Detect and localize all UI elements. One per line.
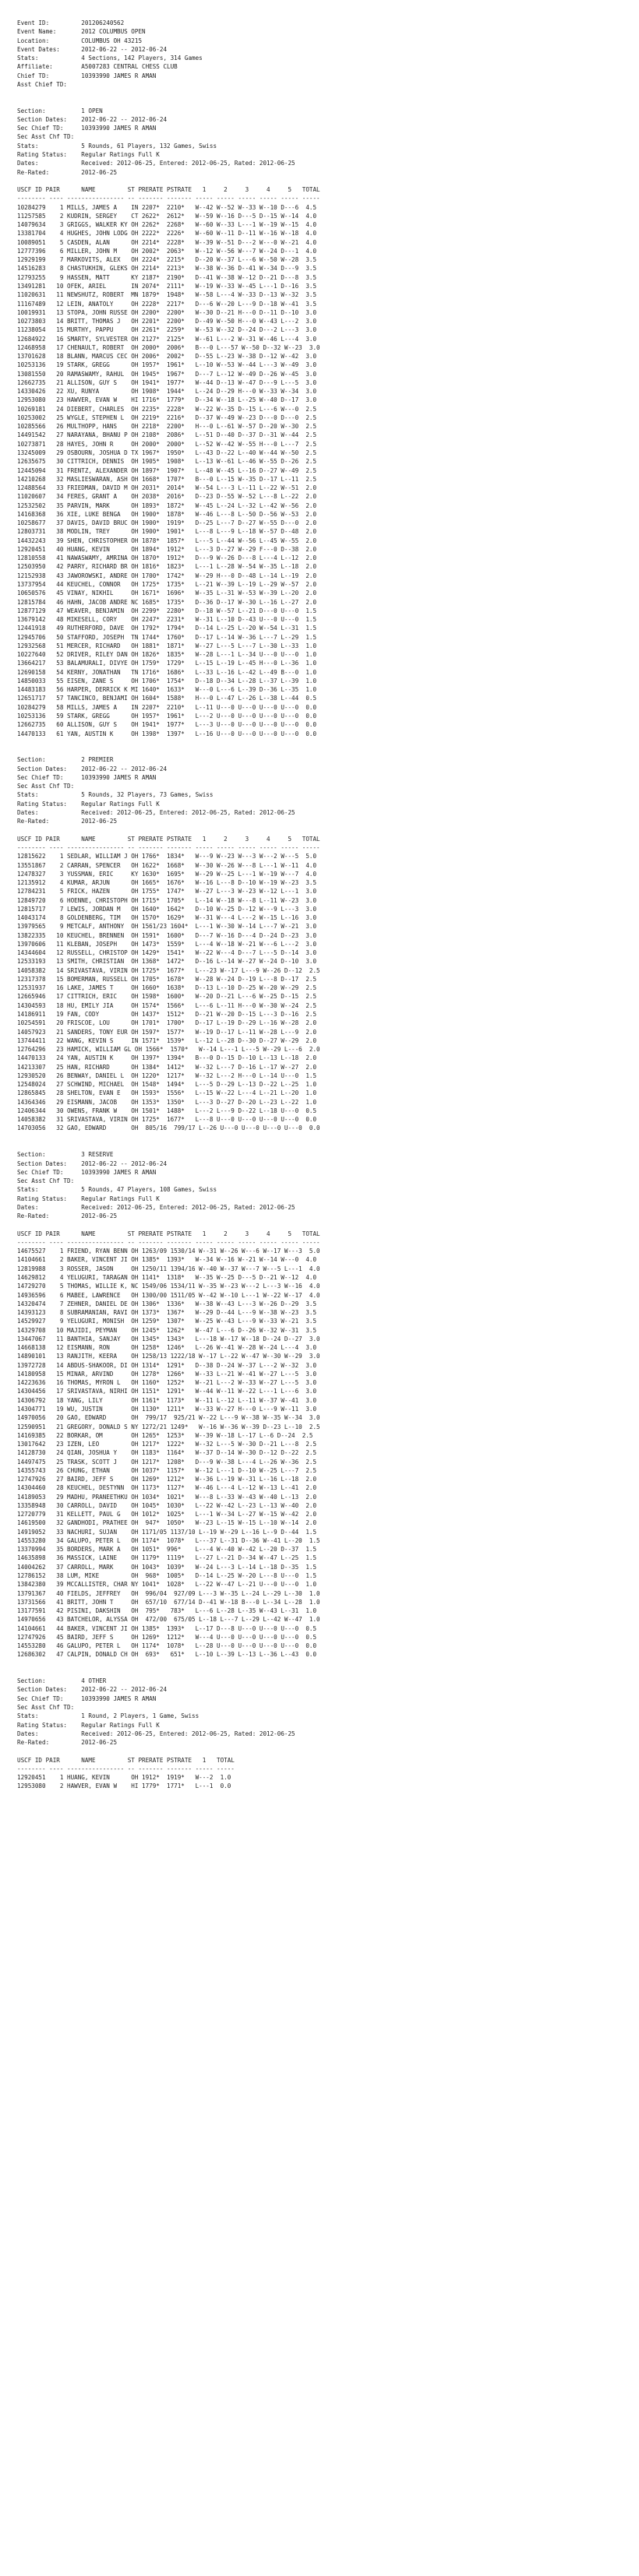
report-line: 11020631 11 NEWSHUTZ, ROBERT MN 1879* 1948* W--58 L---4 W--33 D--13 W--32 3.5 bbox=[17, 291, 317, 299]
report-line: 14364346 29 EISMANN, JACOB OH 1353* 1350* L---3 D--27 D--20 L--23 L--22 1.0 bbox=[17, 1098, 317, 1106]
report-line: 13737954 44 KEUCHEL, CONNOR OH 1725* 1735* L--21 W--39 L--19 L--29 W--57 2.0 bbox=[17, 581, 317, 588]
report-line bbox=[17, 97, 639, 106]
report-line: 13551867 2 CARRAN, SPENCER OH 1622* 1668* W--30 W--26 W---8 L---1 W--11 4.0 bbox=[17, 861, 317, 869]
report-line: 10254591 20 FRISCOE, LOU OH 1701* 1700* D--17 L--19 D--29 L--16 W--28 2.0 bbox=[17, 1019, 317, 1027]
report-line: 14079634 3 GRIGGS, WALKER KY OH 2262* 2268* W--60 W--33 L---1 W--19 W--15 4.0 bbox=[17, 221, 317, 229]
report-line: 12819988 3 ROSSER, JASON OH 1250/11 1394/16 W--40 W--37 W---7 W---5 L---1 4.0 bbox=[17, 1265, 320, 1272]
report-line: 13381704 4 HUGHES, JOHN LODG OH 2222* 2226* W--60 W--11 D--11 W--16 W--18 4.0 bbox=[17, 230, 317, 238]
report-line: Event Dates: 2012-06-22 -- 2012-06-24 bbox=[17, 45, 168, 53]
report-line: 10650576 45 VINAY, NIKHIL OH 1671* 1696* W--35 L--31 W--53 W--39 L--20 2.0 bbox=[17, 589, 317, 597]
report-line: 14355743 26 CHUNG, ETHAN OH 1037* 1157* W--12 L---1 D--10 W--25 L---7 2.5 bbox=[17, 1466, 317, 1474]
report-line: 14304593 18 HU, EMILY JIA OH 1574* 1566* L---6 L--11 H---0 W--30 W--24 2.5 bbox=[17, 1001, 317, 1009]
report-line: Affiliate: A5007283 CENTRAL CHESS CLUB bbox=[17, 63, 178, 71]
report-line: 14919052 33 NACHURI, SUJAN OH 1171/05 1137/10 L--19 W--29 L--16 L--9 D--44 1.5 bbox=[17, 1528, 317, 1536]
report-line: 14057923 21 SANDERS, TONY EUR OH 1597* 1577* W--19 D--17 L--11 W--28 L---9 2.0 bbox=[17, 1028, 317, 1036]
report-line: 14058382 14 SRIVASTAVA, VIRIN OH 1725* 1677* L---23 W--17 L---9 W--26 D--12 2.5 bbox=[17, 966, 320, 974]
report-line: 14128730 24 QIAN, JOSHUA Y OH 1183* 1164* W--37 D--14 W--30 D--12 D--22 2.5 bbox=[17, 1449, 317, 1457]
report-line: 12665946 17 CITTRICH, ERIC OH 1598* 1600* W--20 D--21 L---6 W--25 D--15 2.5 bbox=[17, 993, 317, 1001]
report-line: Dates: Received: 2012-06-25, Entered: 2012-06-25, Rated: 2012-06-25 bbox=[17, 1203, 295, 1211]
report-line: 14553280 46 GALUPO, PETER L OH 1174* 1078* L--28 U---0 U---0 U---0 U---0 0.0 bbox=[17, 1642, 317, 1650]
report-line: 10253002 25 WYGLE, STEPHEN L OH 2219* 2216* D--37 W--49 W--23 D---0 D---0 2.5 bbox=[17, 413, 317, 421]
report-line: Re-Rated: 2012-06-25 bbox=[17, 818, 118, 825]
report-line: 12445094 31 FRENTZ, ALEXANDER OH 1897* 1907* L--48 W--45 L--16 D--27 W--49 2.5 bbox=[17, 466, 317, 474]
report-line: 12686302 47 CALPIN, DONALD CH OH 693* 651* L--10 L--39 L--13 L--36 L--43 0.0 bbox=[17, 1651, 317, 1659]
report-line: 14223636 16 THOMAS, MYRON L OH 1160* 1252* W--21 L---2 W--33 W--27 L---5 3.0 bbox=[17, 1379, 317, 1387]
report-line: 12503950 42 PARRY, RICHARD BR OH 1816* 1823* L---1 L--28 W--54 W--35 L--18 2.0 bbox=[17, 563, 317, 571]
report-line: 14304771 19 WU, JUSTIN OH 1130* 1211* W--33 W--27 H---0 L---9 W--11 3.0 bbox=[17, 1405, 317, 1413]
report-line: USCF ID PAIR NAME ST PRERATE PSTRATE 1 2 3 4 5 TOTAL bbox=[17, 1230, 320, 1237]
report-line: 14890101 13 RANJITH, KEERA OH 1258/13 1222/18 W--17 L--22 W--47 W--30 W--29 3.0 bbox=[17, 1353, 320, 1360]
report-line: 13017642 23 IZEN, LEO OH 1217* 1222* W--32 L---5 W--30 D--21 L---8 2.5 bbox=[17, 1441, 317, 1448]
report-line: Section Dates: 2012-06-22 -- 2012-06-24 bbox=[17, 115, 168, 123]
report-line: -------- ---- ---------------- -- ------- ------- ----- ----- ----- ----- ----- ----- bbox=[17, 843, 320, 851]
report-line: 14344604 12 RUSSELL, CHRISTOP OH 1429* 1541* W--22 W---4 D---7 L---5 D--14 3.0 bbox=[17, 949, 317, 957]
report-line: 13447067 11 BANTHIA, SANJAY OH 1345* 1343* L---18 W--17 W--18 D--24 D--27 3.0 bbox=[17, 1335, 320, 1343]
report-line: 12747926 45 BAIRD, JEFF S OH 1269* 1212* W---4 U---0 U---0 U---0 U---0 0.5 bbox=[17, 1633, 317, 1641]
report-line: -------- ---- ---------------- -- ------- ------- ----- ----- ----- ----- ----- ----- bbox=[17, 1238, 320, 1246]
report-line: 12152938 43 JAWOROWSKI, ANDRE OH 1700* 1742* W--29 H---0 D--48 L--14 L--19 2.0 bbox=[17, 572, 317, 579]
report-line: 14210268 32 MASLIESWARAN, ASH OH 1668* 1707* B---0 L--15 W--35 D--17 L--11 2.5 bbox=[17, 475, 317, 483]
report-line: 14668138 12 EISMANN, RON OH 1258* 1246* L--26 W--41 W--28 W--24 L---4 3.0 bbox=[17, 1344, 317, 1352]
report-line: Rating Status: Regular Ratings Full K bbox=[17, 1721, 160, 1729]
report-line: Dates: Received: 2012-06-25, Entered: 2012-06-25, Rated: 2012-06-25 bbox=[17, 160, 295, 167]
report-line: 10019931 13 STOPA, JOHN RUSSE OH 2200* 2200* W--30 D--21 H---0 D--11 D--10 3.0 bbox=[17, 308, 317, 316]
report-line: 14104661 44 BAKER, VINCENT JI OH 1385* 1393* L--17 D---8 U---0 U---0 U---0 0.5 bbox=[17, 1624, 317, 1632]
report-line: Asst Chief TD: bbox=[17, 80, 68, 88]
report-line: 12764296 23 HAMICK, WILLIAM GL OH 1566* 1570* W--14 L---1 L---5 W--29 L---6 2.0 bbox=[17, 1046, 320, 1054]
report-line: Sec Asst Chf TD: bbox=[17, 783, 75, 790]
report-line: 13731566 41 BRITT, JOHN T OH 657/10 677/14 D--41 W--18 B---0 L--34 L--28 1.0 bbox=[17, 1598, 320, 1606]
report-line: 14168368 36 XIE, LUKE BENGA OH 1900* 1878* W--46 L---8 L--50 D--56 W--53 2.0 bbox=[17, 510, 317, 518]
report-line: 14553280 34 GALUPO, PETER L OH 1174* 1078* L---37 L--31 D--36 W--41 L--20 1.5 bbox=[17, 1536, 320, 1544]
report-line: 12532502 35 PARVIN, MARK OH 1893* 1872* W--45 L--24 L--32 L--42 W--56 2.0 bbox=[17, 501, 317, 509]
report-line: 14470133 61 YAN, AUSTIN K OH 1398* 1397* L--16 U---0 U---0 U---0 U---0 0.0 bbox=[17, 730, 317, 737]
report-line: 14619500 32 GANDHODI, PRATHEE OH 947* 1050* W--23 L--15 W--15 L--10 W--14 2.0 bbox=[17, 1519, 317, 1527]
report-line: Re-Rated: 2012-06-25 bbox=[17, 168, 118, 176]
report-line: 12488564 33 FRIEDMAN, DAVID M OH 2031* 2014* W--54 L---3 L--11 L--22 W--51 2.0 bbox=[17, 484, 317, 492]
report-line: -------- ---- ---------------- -- ------- ------- ----- ----- ----- ----- ----- ----- bbox=[17, 195, 320, 202]
report-line: 12720779 31 KELLETT, PAUL G OH 1012* 1025* L---1 W--34 L--27 W--15 W--42 2.0 bbox=[17, 1511, 317, 1519]
report-line: Chief TD: 10393990 JAMES R AMAN bbox=[17, 72, 157, 79]
report-line: Section: 2 PREMIER bbox=[17, 756, 114, 764]
report-line: -------- ---- ---------------- -- ------- ------- ----- ----- bbox=[17, 1765, 235, 1772]
report-line: 12932568 51 MERCER, RICHARD OH 1881* 1871* W--27 L---5 L---7 L--30 L--33 1.0 bbox=[17, 642, 317, 649]
report-line: 12953080 2 HAWVER, EVAN W HI 1779* 1771* L---1 0.0 bbox=[17, 1782, 231, 1790]
report-line: 12441918 49 RUTHERFORD, DAVE OH 1792* 1794* D--14 L--25 L--20 W--54 L--31 1.5 bbox=[17, 625, 317, 632]
report-line: 12793255 9 HASSEN, MATT KY 2187* 2190* D--41 W--38 W--12 D--21 D---8 3.5 bbox=[17, 273, 317, 281]
report-line bbox=[17, 825, 639, 834]
report-line: 13081550 20 RAMASWAMY, RAHUL OH 1945* 1967* D---7 L--12 W--49 D--26 W--45 3.0 bbox=[17, 370, 317, 378]
report-line: 13970606 11 KLEBAN, JOSEPH OH 1473* 1559* L---4 W--18 W--21 W---6 L---2 3.0 bbox=[17, 940, 317, 948]
report-line: 12135912 4 KUMAR, ARJUN OH 1665* 1676* W--16 L---8 D--10 W--19 W--23 3.5 bbox=[17, 879, 317, 887]
report-line: 11257585 2 KUDRIN, SERGEY CT 2622* 2612* W--59 W--16 D---5 D--15 W--14 4.0 bbox=[17, 212, 317, 220]
report-line: 13370994 35 BORDERS, MARK A OH 1051* 996* L---4 W--40 W--42 L--20 D--37 1.5 bbox=[17, 1546, 317, 1554]
report-line: USCF ID PAIR NAME ST PRERATE PSTRATE 1 2 3 4 5 TOTAL bbox=[17, 835, 320, 843]
report-line: 14180958 15 MINAR, ARVIND OH 1278* 1266* W--33 L--21 W--41 W--27 L---5 3.0 bbox=[17, 1370, 317, 1378]
report-line: Section Dates: 2012-06-22 -- 2012-06-24 bbox=[17, 1160, 168, 1167]
report-line: 14497475 25 TRASK, SCOTT J OH 1217* 1208* D---9 W--38 L---4 L--26 W--36 2.5 bbox=[17, 1458, 317, 1466]
report-line: Location: COLUMBUS OH 43215 bbox=[17, 37, 143, 44]
report-line: 14304460 28 KEUCHEL, DESTYNN OH 1173* 1127* W--46 L---4 L--12 W--13 L--41 2.0 bbox=[17, 1484, 317, 1492]
report-line: 12548024 27 SCHWIND, MICHAEL OH 1548* 1494* L---5 D--29 L--13 D--22 L--25 1.0 bbox=[17, 1081, 317, 1089]
report-line: Sec Chief TD: 10393990 JAMES R AMAN bbox=[17, 125, 157, 132]
report-line: 13177591 42 PISINI, DAKSHIN OH 795* 783* L---6 L--28 L--35 W--43 L--31 1.0 bbox=[17, 1607, 317, 1615]
report-line bbox=[17, 177, 639, 185]
report-line: 12478327 3 YUSSMAN, ERIC KY 1630* 1695* W--29 W--25 L---1 W--19 W---7 4.0 bbox=[17, 870, 317, 878]
report-line: Sec Chief TD: 10393990 JAMES R AMAN bbox=[17, 773, 157, 781]
report-line: 13842380 39 MCCALLISTER, CHAR NY 1041* 1028* L--22 W--47 L--21 U---0 U---0 1.0 bbox=[17, 1581, 317, 1589]
report-line: 10273803 14 BRITT, THOMAS J OH 2201* 2200* D--49 W--50 H---0 W--43 L---2 3.0 bbox=[17, 318, 317, 326]
report-line: 12815717 7 LEWIS, JORDAN M OH 1640* 1642* D--10 W--25 D--12 W---9 L---3 3.0 bbox=[17, 905, 317, 913]
report-line: 14304456 17 SRIVASTAVA, NIRHI OH 1151* 1291* W--44 W--11 W--22 L---1 L---6 3.0 bbox=[17, 1388, 317, 1395]
report-line: Rating Status: Regular Ratings Full K bbox=[17, 150, 160, 158]
report-line: 12803731 38 MODLIN, TREY OH 1900* 1901* L---8 L---9 L--18 W--57 D--48 2.0 bbox=[17, 528, 317, 536]
report-line: 14675527 1 FRIEND, RYAN BENN OH 1263/09 1530/14 W--31 W--26 W---6 W--17 W---3 5.0 bbox=[17, 1248, 320, 1255]
report-line: 12920451 1 HUANG, KEVIN OH 1912* 1919* W---2 1.0 bbox=[17, 1774, 231, 1782]
report-line: Section Dates: 2012-06-22 -- 2012-06-24 bbox=[17, 765, 168, 772]
report-line: 12684922 16 SMARTY, SYLVESTER OH 2127* 2125* W--61 L---2 W--31 W--46 L---4 3.0 bbox=[17, 335, 317, 343]
report-line: 10269181 24 DIEBERT, CHARLES OH 2235* 2228* W--22 W--35 D--15 L---6 W---0 2.5 bbox=[17, 405, 317, 413]
report-line: 14491542 27 NARAYANA, BHANU P OH 2108* 2086* L--51 D--40 D--37 D--31 W--44 2.5 bbox=[17, 431, 317, 439]
report-line: 13491281 10 OFEK, ARIEL IN 2074* 2111* W--19 W--33 W--45 L---1 D--16 3.5 bbox=[17, 282, 317, 290]
report-line: Section: 4 OTHER bbox=[17, 1677, 107, 1685]
report-line: 13979565 9 METCALF, ANTHONY OH 1561/23 1604* L---1 W--30 W--14 L---7 W--21 3.0 bbox=[17, 923, 317, 931]
report-line: 14043174 8 GOLDENBERG, TIM OH 1570* 1629* W--31 W---4 L---2 W--15 L--16 3.0 bbox=[17, 914, 317, 922]
report-line: Stats: 5 Rounds, 47 Players, 108 Games, Swiss bbox=[17, 1186, 217, 1194]
report-line: 14169385 22 BORKAR, OM OH 1265* 1253* W--39 W--18 L--17 L--6 D--24 2.5 bbox=[17, 1431, 313, 1439]
report-line: 12945706 50 STAFFORD, JOSEPH TN 1744* 1760* D--17 L--14 W--36 L---7 L--29 1.5 bbox=[17, 633, 317, 641]
report-line: 12317378 15 BOMERMAN, RUSSELL OH 1705* 1678* W--28 W--24 D--19 L---8 D--17 2.5 bbox=[17, 975, 317, 983]
report-line: 14703056 32 GAO, EDWARD OH 805/16 799/17 L--26 U---0 U---0 U---0 U---0 0.0 bbox=[17, 1124, 320, 1132]
report-line: 13822335 10 KEUCHEL, BRENNEN OH 1591* 1600* D---7 W--16 D---4 D--24 D--23 3.0 bbox=[17, 931, 317, 939]
report-line: 12877129 47 WEAVER, BENJAMIN OH 2299* 2280* D--18 W--57 L--21 D---0 U---0 1.5 bbox=[17, 607, 317, 614]
report-line: Section: 1 OPEN bbox=[17, 107, 103, 114]
report-line: 11020607 34 FERES, GRANT A OH 2038* 2016* D--23 D--55 W--52 L---8 L--22 2.0 bbox=[17, 493, 317, 501]
report-line: 14320474 7 ZEHNER, DANIEL DE OH 1306* 1336* W--38 W--43 L---3 W--26 D--29 3.5 bbox=[17, 1300, 317, 1307]
report-line: Rating Status: Regular Ratings Full K bbox=[17, 1195, 160, 1202]
report-line: 14104661 2 BAKER, VINCENT JI OH 1385* 1393* W--34 W--16 W--21 W--14 W---0 4.0 bbox=[17, 1256, 317, 1264]
report-line: 14393123 8 SUBRAMANIAN, RAVI OH 1373* 1367* W--29 D--44 L---9 W--38 W--23 3.5 bbox=[17, 1309, 317, 1317]
report-line: 10227640 52 DRIVER, RILEY DAN OH 1826* 1835* W--28 L---1 L--34 U---0 U---0 1.0 bbox=[17, 651, 317, 659]
report-line: 14186911 19 FAN, CODY OH 1437* 1512* D--21 W--20 D--15 L---3 D--16 2.5 bbox=[17, 1011, 317, 1019]
report-line bbox=[17, 1142, 639, 1150]
report-line: 12406344 30 OWENS, FRANK W OH 1501* 1488* L---2 L---9 D--22 L--18 U---0 0.5 bbox=[17, 1107, 317, 1114]
report-line: 12651717 57 TANCINCO, BENJAMI OH 1604* 1588* H---0 L--47 L--26 L--38 L--44 0.5 bbox=[17, 695, 317, 702]
report-line: Sec Asst Chf TD: bbox=[17, 1177, 75, 1185]
report-line: 11238054 15 MURTHY, PAPPU OH 2261* 2259* W--53 W--32 D--24 D---2 L---3 3.0 bbox=[17, 326, 317, 334]
report-line: 10253136 19 STARK, GREGG OH 1957* 1961* L--10 W--53 W--44 L---3 W--49 3.0 bbox=[17, 361, 317, 369]
report-line bbox=[17, 738, 639, 747]
report-line bbox=[17, 1220, 639, 1229]
report-line: 13679142 48 MIKESELL, CORY OH 2247* 2231* W--31 L--10 D--43 U---0 U---0 1.5 bbox=[17, 616, 317, 624]
report-line: 13972728 14 ABDUS-SHAKOOR, DI OH 1314* 1291* D--38 D--24 W--37 L---2 W--32 3.0 bbox=[17, 1361, 317, 1369]
report-line: Dates: Received: 2012-06-25, Entered: 2012-06-25, Rated: 2012-06-25 bbox=[17, 808, 295, 816]
report-line: 14330426 22 XU, RUNYA OH 1908* 1944* L--24 D--29 H---0 W--33 W--34 3.0 bbox=[17, 388, 317, 396]
report-line: 13791367 40 FIELDS, JEFFREY OH 996/04 927/09 L---3 W--35 L--24 L--29 L--30 1.0 bbox=[17, 1589, 320, 1597]
report-line: Dates: Received: 2012-06-25, Entered: 2012-06-25, Rated: 2012-06-25 bbox=[17, 1730, 295, 1737]
report-line: 14004262 37 CARROLL, MARK OH 1043* 1039* W--24 L---3 L--14 L--18 D--35 1.5 bbox=[17, 1563, 317, 1571]
report-line: 10089051 5 CASDEN, ALAN OH 2214* 2228* W--39 W--51 D---2 W---0 W--21 4.0 bbox=[17, 238, 317, 246]
report-line: 10284279 1 MILLS, JAMES A IN 2207* 2210* W--42 W--52 W--33 W--10 D---6 4.5 bbox=[17, 203, 317, 211]
report-line: USCF ID PAIR NAME ST PRERATE PSTRATE 1 TOTAL bbox=[17, 1756, 235, 1764]
report-line: 12929199 7 MARKOVITS, ALEX OH 2224* 2215* D--20 W--37 L---6 W--50 W--28 3.5 bbox=[17, 256, 317, 264]
report-line: USCF ID PAIR NAME ST PRERATE PSTRATE 1 2 3 4 5 TOTAL bbox=[17, 186, 320, 194]
report-line: 14629812 4 YELUGURI, TARAGAN OH 1141* 1318* W--35 W--25 D---5 D--21 W--12 4.0 bbox=[17, 1273, 317, 1281]
report-line: 12810558 41 NAWASWAMY, AMRINA OH 1870* 1912* D---9 W--26 D---8 L---4 L--12 2.0 bbox=[17, 554, 317, 562]
report-line: 12468958 17 CHENAULT, ROBERT OH 2000* 2006* B---0 L---57 W--50 D--32 W--23 3.0 bbox=[17, 343, 320, 351]
report-line: 12920451 40 HUANG, KEVIN OH 1894* 1912* L---3 D--27 W--29 F---0 D--38 2.0 bbox=[17, 545, 317, 553]
report-line: 14970056 20 GAO, EDWARD OH 799/17 925/21 W--22 L---9 W--38 W--35 W--34 3.0 bbox=[17, 1414, 320, 1422]
report-line: 12533193 13 SMITH, CHRISTIAN OH 1368* 1472* D--16 L--14 W--27 W--24 D--10 3.0 bbox=[17, 958, 317, 966]
report-line: Sec Asst Chf TD: bbox=[17, 133, 75, 141]
report-line bbox=[17, 1659, 639, 1668]
report-line: 14329708 10 MAJIDI, PEYMAN OH 1245* 1262* W--47 L---6 D--26 W--32 W--31 3.5 bbox=[17, 1326, 317, 1334]
report-line: 14850033 55 EISEN, ZANE S OH 1706* 1754* D--18 D--34 L--28 L--37 L--39 1.0 bbox=[17, 677, 317, 684]
report-line: Event Name: 2012 COLUMBUS OPEN bbox=[17, 28, 146, 36]
report-line: 14516283 8 CHASTUKHIN, GLEKS OH 2214* 2213* W--38 W--36 D--41 W--34 D---9 3.5 bbox=[17, 265, 317, 273]
report-line: 13701628 18 BLANN, MARCUS CEC OH 2006* 2002* D--55 L--23 W--38 D--12 W--42 3.0 bbox=[17, 353, 317, 361]
report-line: 10253136 59 STARK, GREGG OH 1957* 1961* L---2 U---0 U---0 U---0 U---0 0.0 bbox=[17, 712, 317, 720]
report-line: 12590951 21 GREGORY, DONALD S NY 1272/21 1249* W--16 W--36 W--39 D--23 L--10 2.5 bbox=[17, 1423, 320, 1431]
report-line: Re-Rated: 2012-06-25 bbox=[17, 1739, 118, 1747]
report-line bbox=[17, 89, 639, 97]
report-line: 13744411 22 WANG, KEVIN S IN 1571* 1539* L--12 L--28 D--30 D--27 W--29 2.0 bbox=[17, 1036, 317, 1044]
report-line: 10258677 37 DAVIS, DAVID BRUC OH 1900* 1919* D--25 L---7 D--27 W--55 D---0 2.0 bbox=[17, 519, 317, 527]
report-line: 14306792 18 YANG, LILY OH 1161* 1173* W--11 L--12 L--11 W--37 W--41 3.0 bbox=[17, 1396, 317, 1404]
report-line: 14970656 43 BATCHELOR, ALYSSA OH 472/00 675/05 L--18 L---7 L--29 L--42 W--47 1.0 bbox=[17, 1616, 320, 1624]
report-line: 12815622 1 SEDLAR, WILLIAM J OH 1766* 1834* W---9 W--23 W---3 W---2 W---5 5.0 bbox=[17, 853, 317, 860]
report-line: Event ID: 201206240562 bbox=[17, 19, 125, 26]
report-line: Rating Status: Regular Ratings Full K bbox=[17, 800, 160, 808]
report-line: 12747926 27 BAIRD, JEFF S OH 1269* 1212* W--36 L--19 W--31 L--16 L--18 2.0 bbox=[17, 1476, 317, 1483]
report-line: 12815784 46 HAHN, JACOB ANDRE NC 1685* 1735* D--36 D--17 W--30 L--16 L--27 2.0 bbox=[17, 598, 317, 606]
report-line: 11167489 12 LEIN, ANATOLY OH 2228* 2217* D---6 W--20 L---9 D--18 W--41 3.5 bbox=[17, 300, 317, 308]
report-line: 10273871 28 HAYES, JOHN R OH 2000* 2000* L--52 W--42 W--55 H---0 L---7 2.5 bbox=[17, 440, 317, 448]
report-line: 12786152 38 LUM, MIKE OH 968* 1005* D--14 L--25 W--20 L---8 U---0 1.5 bbox=[17, 1572, 317, 1580]
report-line: 14058382 31 SRIVASTAVA, VIRIN OH 1725* 1677* L---8 U---0 U---0 U---0 U---0 0.0 bbox=[17, 1116, 317, 1124]
report-line: 14529927 9 YELUGURI, MONISH OH 1259* 1307* W--25 W--43 L---9 W--33 W--21 3.5 bbox=[17, 1318, 317, 1325]
report-line: 14432243 39 SHEN, CHRISTOPHER OH 1878* 1857* L---5 L--44 W--56 L--45 W--55 2.0 bbox=[17, 537, 317, 544]
report-line: 13664217 53 BALAMURALI, DIVYE OH 1759* 1729* L--15 L--19 L--45 H---0 L--36 1.0 bbox=[17, 660, 317, 667]
report-line: 12849720 6 HOENNE, CHRISTOPH OH 1715* 1705* L--14 W--18 W---8 L--11 W--23 3.0 bbox=[17, 896, 317, 904]
report-line: 13358948 30 CARROLL, DAVID OH 1045* 1030* L--22 W--42 L--23 L--13 W--40 2.0 bbox=[17, 1501, 317, 1509]
report-line: Sec Chief TD: 10393990 JAMES R AMAN bbox=[17, 1168, 157, 1176]
report-line: 12662735 60 ALLISON, GUY S OH 1941* 1977* L---3 U---0 U---0 U---0 U---0 0.0 bbox=[17, 721, 317, 729]
report-line bbox=[17, 1133, 639, 1142]
report-line: 12531937 16 LAKE, JAMES T OH 1660* 1638* D--13 L--10 D--25 W--20 W--29 2.5 bbox=[17, 984, 317, 992]
report-line: 14635898 36 MASSICK, LAINE OH 1179* 1119* L--27 L--21 D--34 W--47 L--25 1.5 bbox=[17, 1554, 317, 1562]
report-line: Stats: 4 Sections, 142 Players, 314 Games bbox=[17, 55, 203, 62]
report-line: Sec Asst Chf TD: bbox=[17, 1704, 75, 1711]
report-line: 10285566 26 MULTHOPP, HANS OH 2218* 2200* H---0 L--61 W--57 D--20 W--30 2.5 bbox=[17, 423, 317, 431]
report-line: 12930520 26 BENWAY, DANIEL L OH 1220* 1217* W--32 L---2 H---0 L--14 U---0 1.5 bbox=[17, 1072, 317, 1079]
report-line: 14189053 29 MADHU, PRANEETHKU OH 1034* 1021* W---8 L--33 W--43 W--40 L--13 2.0 bbox=[17, 1493, 317, 1501]
report-line bbox=[17, 1747, 639, 1755]
report-line bbox=[17, 1668, 639, 1677]
report-line: 14729270 5 THOMAS, WILLIE K, NC 1549/06 1534/11 W--35 W--23 W---2 L---3 W--16 4.0 bbox=[17, 1283, 320, 1290]
report-line: 12784231 5 FRICK, HAZEN OH 1755* 1747* W--27 L---3 W--23 W--12 L---1 3.0 bbox=[17, 888, 317, 896]
report-line: 12635675 30 CITTRICH, DENNIS OH 1905* 1908* L--13 W--61 L--46 W--55 D--26 2.5 bbox=[17, 458, 317, 466]
report-line: Stats: 1 Round, 2 Players, 1 Game, Swiss bbox=[17, 1712, 199, 1720]
report-line: Sec Chief TD: 10393990 JAMES R AMAN bbox=[17, 1694, 157, 1702]
report-line: 14213307 25 HAN, RICHARD OH 1384* 1412* W--32 L---7 D--16 L--17 W--27 2.0 bbox=[17, 1063, 317, 1071]
report-line: 10284279 58 MILLS, JAMES A IN 2207* 2210* L--11 U---0 U---0 U---0 U---0 0.0 bbox=[17, 703, 317, 711]
report-line: 13245009 29 OSBOURN, JOSHUA D TX 1967* 1950* L--43 D--22 L--40 W--44 W--50 2.5 bbox=[17, 449, 317, 457]
report-line: Section Dates: 2012-06-22 -- 2012-06-24 bbox=[17, 1686, 168, 1694]
report-line: 12865845 28 SHELTON, EVAN E OH 1593* 1556* L--15 W--22 L---4 L--21 L--20 1.0 bbox=[17, 1089, 317, 1097]
report-line bbox=[17, 747, 639, 755]
report-line: 14470133 24 YAN, AUSTIN K OH 1397* 1394* B---0 D--15 D--10 L--13 L--18 2.0 bbox=[17, 1054, 317, 1062]
report-line: Stats: 5 Rounds, 32 Players, 73 Games, Swiss bbox=[17, 791, 214, 799]
report-line: 14483183 56 HARPER, DERRICK K MI 1640* 1633* W---0 L---6 L--39 D--36 L--35 1.0 bbox=[17, 686, 317, 694]
report-line: 12777396 6 MILLER, JOHN M OH 2002* 2063* W--12 W--56 W---7 W--24 D---1 4.0 bbox=[17, 247, 317, 255]
report-line: 12690158 54 KERNY, JONATHAN TN 1716* 1686* L--33 L--16 L--42 L--49 B---0 1.0 bbox=[17, 668, 317, 676]
report-line: Section: 3 RESERVE bbox=[17, 1151, 114, 1159]
report-line: Stats: 5 Rounds, 61 Players, 132 Games, Swiss bbox=[17, 142, 217, 150]
report-line: 14936596 6 MABEE, LAWRENCE OH 1300/00 1511/05 W--42 W--10 L---1 W--22 W--17 4.0 bbox=[17, 1291, 320, 1299]
report-line: 12662735 21 ALLISON, GUY S OH 1941* 1977* W--44 D--13 W--47 D---9 L---5 3.0 bbox=[17, 378, 317, 386]
report-line: Re-Rated: 2012-06-25 bbox=[17, 1212, 118, 1220]
report-line: 12953080 23 HAWVER, EVAN W HI 1716* 1779* D--34 W--18 L--25 W--40 D--17 3.0 bbox=[17, 396, 317, 404]
